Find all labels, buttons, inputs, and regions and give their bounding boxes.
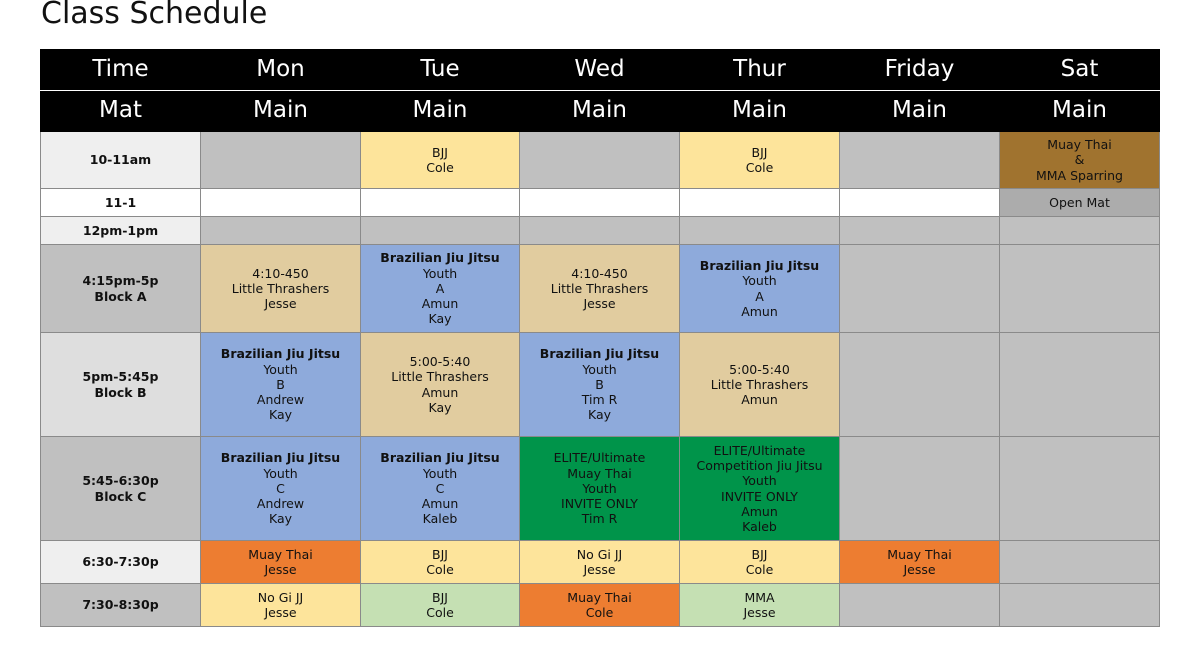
class-cell-friday — [840, 333, 1000, 437]
class-detail-line: ELITE/Ultimate — [713, 442, 806, 458]
class-cell-sat — [1000, 437, 1160, 541]
class-detail-line: Little Thrashers — [391, 369, 489, 385]
class-cell-sat — [1000, 584, 1160, 627]
class-detail-line: Youth — [742, 273, 777, 289]
class-detail-line: Amun — [741, 392, 778, 408]
class-cell-friday — [840, 189, 1000, 217]
class-detail-line: Little Thrashers — [710, 376, 809, 392]
time-slot-label — [41, 223, 200, 238]
class-detail-line: Kay — [268, 407, 293, 423]
time-line: 10-11am — [89, 152, 152, 168]
time-slot-label — [41, 152, 200, 167]
class-detail-line: Andrew — [256, 392, 305, 408]
class-detail-line: Tim R — [581, 392, 618, 408]
class-detail-line: BJJ — [432, 144, 448, 160]
class-cell-wed — [520, 584, 680, 627]
class-detail-line: Brazilian Jiu Jitsu — [220, 346, 341, 362]
class-cell-thur — [680, 245, 840, 333]
class-cell-tue — [361, 217, 520, 245]
time-slot-label — [41, 473, 200, 503]
class-detail-line: Competition Jiu Jitsu — [696, 458, 823, 474]
class-details — [680, 590, 839, 620]
class-cell-thur — [680, 217, 840, 245]
time-line: 4:15pm-5p — [82, 273, 159, 289]
class-details — [361, 354, 519, 415]
class-cell-tue — [361, 584, 520, 627]
page-title: Class Schedule — [41, 0, 268, 31]
header-mat-mon: Main — [201, 91, 361, 132]
class-detail-line: Youth — [263, 361, 298, 377]
class-detail-line: B — [276, 376, 285, 392]
header-mat-friday: Main — [840, 91, 1000, 132]
class-cell-mon — [201, 245, 361, 333]
class-detail-line: Little Thrashers — [231, 280, 330, 296]
class-detail-line: Brazilian Jiu Jitsu — [380, 450, 500, 466]
time-line: Block B — [94, 384, 147, 400]
class-detail-line: Tim R — [581, 511, 618, 527]
class-detail-line: Jesse — [264, 296, 297, 312]
class-detail-line: No Gi JJ — [576, 546, 623, 562]
class-cell-sat — [1000, 217, 1160, 245]
class-cell-thur — [680, 132, 840, 189]
class-detail-line: Jesse — [264, 605, 297, 620]
class-detail-line: Amun — [741, 503, 778, 519]
header-mat-sat: Main — [1000, 91, 1160, 132]
class-cell-friday — [840, 217, 1000, 245]
class-detail-line: Jesse — [583, 296, 616, 312]
class-detail-line: 5:00-5:40 — [409, 354, 471, 370]
class-detail-line: Muay Thai — [567, 589, 632, 605]
class-detail-line: Kay — [428, 311, 452, 327]
class-details — [680, 362, 839, 408]
class-cell-tue — [361, 245, 520, 333]
class-detail-line: Muay Thai — [567, 465, 632, 481]
time-slot — [41, 333, 201, 437]
header-day-tue: Tue — [361, 50, 520, 91]
class-details — [680, 547, 839, 577]
class-cell-friday — [840, 245, 1000, 333]
class-detail-line: Muay Thai — [1047, 137, 1112, 153]
header-day-sat: Sat — [1000, 50, 1160, 91]
class-cell-thur — [680, 584, 840, 627]
class-details — [361, 547, 519, 577]
class-detail-line: Amun — [741, 303, 778, 319]
class-details — [1000, 195, 1159, 210]
schedule-row — [41, 333, 1160, 437]
class-detail-line: BJJ — [432, 589, 448, 605]
schedule-row — [41, 541, 1160, 584]
class-detail-line: INVITE ONLY — [721, 488, 798, 504]
class-detail-line: A — [435, 280, 445, 296]
time-line: 7:30-8:30p — [82, 597, 159, 613]
class-detail-line: Open Mat — [1049, 194, 1110, 210]
class-cell-mon — [201, 132, 361, 189]
class-detail-line: & — [1074, 152, 1085, 168]
class-cell-mon — [201, 217, 361, 245]
class-cell-friday — [840, 541, 1000, 584]
class-details — [201, 346, 360, 422]
header-mat-wed: Main — [520, 91, 680, 132]
class-details — [201, 266, 360, 312]
class-detail-line: BJJ — [751, 546, 768, 562]
class-detail-line: Brazilian Jiu Jitsu — [539, 346, 660, 362]
class-cell-wed — [520, 217, 680, 245]
class-cell-mon — [201, 437, 361, 541]
time-slot — [41, 437, 201, 541]
time-slot-label — [41, 273, 200, 303]
time-slot — [41, 245, 201, 333]
class-detail-line: Cole — [745, 160, 774, 175]
class-details — [520, 346, 679, 422]
schedule-row — [41, 217, 1160, 245]
class-cell-mon — [201, 189, 361, 217]
class-cell-tue — [361, 132, 520, 189]
class-detail-line: ELITE/Ultimate — [553, 450, 646, 466]
class-detail-line: Kay — [587, 407, 612, 423]
class-detail-line: Jesse — [264, 562, 297, 577]
time-slot — [41, 217, 201, 245]
class-details — [201, 450, 360, 526]
header-day-friday: Friday — [840, 50, 1000, 91]
class-cell-sat — [1000, 333, 1160, 437]
class-cell-sat — [1000, 245, 1160, 333]
class-detail-line: Youth — [422, 465, 458, 481]
class-cell-wed — [520, 333, 680, 437]
class-detail-line: Cole — [745, 562, 774, 577]
class-cell-friday — [840, 132, 1000, 189]
class-detail-line: Muay Thai — [887, 546, 952, 562]
class-details — [361, 590, 519, 620]
class-details — [520, 266, 679, 312]
header-mat: Mat — [41, 91, 201, 132]
class-detail-line: Brazilian Jiu Jitsu — [380, 250, 500, 266]
class-detail-line: Amun — [421, 496, 459, 512]
schedule-table — [40, 49, 1160, 627]
class-cell-thur — [680, 437, 840, 541]
class-detail-line: 4:10-450 — [252, 265, 309, 281]
header-day-thur: Thur — [680, 50, 840, 91]
class-cell-mon — [201, 333, 361, 437]
class-detail-line: C — [435, 480, 445, 496]
time-line: 12pm-1pm — [82, 222, 159, 238]
class-details — [1000, 137, 1159, 183]
class-detail-line: Andrew — [256, 496, 305, 512]
schedule-row — [41, 245, 1160, 333]
class-detail-line: Amun — [421, 384, 459, 400]
class-cell-friday — [840, 437, 1000, 541]
class-cell-sat — [1000, 189, 1160, 217]
class-detail-line: Kay — [268, 511, 293, 527]
class-details — [680, 258, 839, 319]
class-detail-line: Jesse — [903, 562, 936, 577]
class-detail-line: Youth — [742, 473, 777, 489]
time-slot — [41, 541, 201, 584]
class-details — [680, 443, 839, 534]
class-detail-line: Little Thrashers — [550, 280, 649, 296]
class-detail-line: Youth — [582, 480, 617, 496]
header-day-wed: Wed — [520, 50, 680, 91]
class-cell-wed — [520, 437, 680, 541]
class-cell-wed — [520, 132, 680, 189]
class-cell-thur — [680, 541, 840, 584]
class-cell-mon — [201, 584, 361, 627]
class-cell-mon — [201, 541, 361, 584]
class-detail-line: BJJ — [751, 144, 768, 160]
class-cell-sat — [1000, 132, 1160, 189]
class-detail-line: Kay — [428, 399, 452, 415]
class-detail-line: Cole — [426, 160, 454, 175]
class-detail-line: C — [276, 480, 285, 496]
class-detail-line: MMA — [744, 589, 775, 605]
class-cell-wed — [520, 245, 680, 333]
class-detail-line: Kaleb — [422, 511, 458, 527]
class-details — [361, 250, 519, 326]
class-details — [520, 547, 679, 577]
class-detail-line: Cole — [426, 605, 454, 620]
class-cell-tue — [361, 189, 520, 217]
class-detail-line: Amun — [421, 296, 459, 312]
class-cell-tue — [361, 333, 520, 437]
class-detail-line: B — [595, 376, 604, 392]
class-cell-thur — [680, 189, 840, 217]
class-detail-line: Brazilian Jiu Jitsu — [699, 258, 820, 274]
class-detail-line: MMA Sparring — [1035, 167, 1123, 183]
class-detail-line: No Gi JJ — [257, 589, 304, 605]
class-cell-wed — [520, 541, 680, 584]
schedule-row — [41, 189, 1160, 217]
time-slot — [41, 132, 201, 189]
header-time: Time — [41, 50, 201, 91]
time-slot — [41, 189, 201, 217]
time-line: 6:30-7:30p — [82, 554, 159, 570]
class-cell-tue — [361, 437, 520, 541]
class-detail-line: A — [755, 288, 764, 304]
class-detail-line: Jesse — [583, 562, 616, 577]
header-mat-thur: Main — [680, 91, 840, 132]
schedule-row — [41, 132, 1160, 189]
header-day-mon: Mon — [201, 50, 361, 91]
class-details — [840, 547, 999, 577]
class-detail-line: Youth — [263, 465, 298, 481]
class-cell-friday — [840, 584, 1000, 627]
mat-header-row — [41, 91, 1160, 132]
class-details — [201, 547, 360, 577]
header-mat-tue: Main — [361, 91, 520, 132]
class-detail-line: 5:00-5:40 — [729, 361, 790, 377]
class-detail-line: 4:10-450 — [571, 265, 628, 281]
time-slot — [41, 584, 201, 627]
class-details — [520, 590, 679, 620]
class-details — [201, 590, 360, 620]
class-detail-line: Cole — [426, 562, 454, 577]
class-detail-line: Jesse — [743, 605, 776, 620]
class-cell-wed — [520, 189, 680, 217]
time-slot-label — [41, 554, 200, 569]
time-slot-label — [41, 597, 200, 612]
class-detail-line: INVITE ONLY — [561, 496, 638, 512]
class-detail-line: Brazilian Jiu Jitsu — [220, 450, 341, 466]
time-line: Block C — [94, 488, 147, 504]
class-detail-line: Muay Thai — [248, 546, 313, 562]
class-cell-tue — [361, 541, 520, 584]
time-slot-label — [41, 369, 200, 399]
schedule-body — [41, 132, 1160, 627]
schedule-row — [41, 437, 1160, 541]
class-details — [361, 145, 519, 175]
class-details — [680, 145, 839, 175]
schedule-row — [41, 584, 1160, 627]
class-detail-line: Cole — [585, 605, 614, 620]
time-line: Block A — [94, 288, 147, 304]
time-slot-label — [41, 195, 200, 210]
class-details — [361, 450, 519, 526]
class-detail-line: Youth — [422, 265, 458, 281]
class-detail-line: Kaleb — [742, 518, 777, 534]
class-detail-line: BJJ — [432, 546, 448, 562]
day-header-row — [41, 50, 1160, 91]
class-cell-sat — [1000, 541, 1160, 584]
time-line: 11-1 — [104, 194, 137, 210]
class-detail-line: Youth — [582, 361, 617, 377]
class-cell-thur — [680, 333, 840, 437]
time-line: 5:45-6:30p — [82, 473, 159, 489]
time-line: 5pm-5:45p — [82, 369, 159, 385]
class-details — [520, 450, 679, 526]
